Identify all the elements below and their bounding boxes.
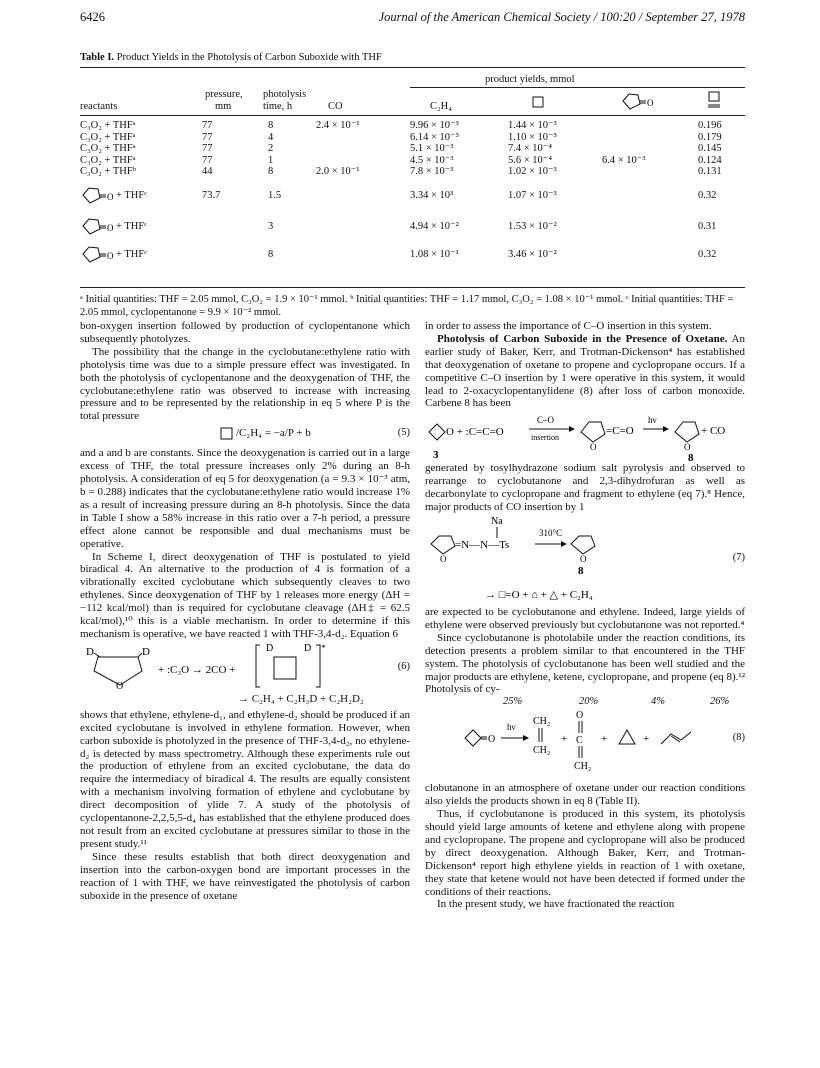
product-yields-table: [80, 67, 745, 288]
table-cell-cb: 7.4 × 10⁻⁴: [508, 143, 552, 154]
table-row: [80, 221, 745, 235]
table-cell-cp: 6.4 × 10⁻³: [602, 154, 646, 166]
table-cell-cb: 3.46 × 10⁻²: [508, 249, 557, 260]
percent-label: 4%: [651, 696, 665, 708]
table-cell-co: 2.0 × 10⁻¹: [316, 166, 360, 177]
table-cell-co: 2.4 × 10⁻¹: [316, 120, 360, 131]
svg-text:O: O: [107, 192, 114, 202]
table-cell-cb: 1.07 × 10⁻³: [508, 190, 557, 201]
section-paragraph: [425, 333, 745, 410]
sodium-label: Na: [491, 515, 503, 527]
equation-6-products: → C₂H₄ + C₂H₃D + C₂H₂D₂: [238, 692, 364, 705]
table-cell-c2h4: 4.94 × 10⁻²: [410, 221, 459, 232]
co-insertion-reactants: O + :C=C=O: [446, 426, 504, 439]
table-cell-cpr: 0.196: [698, 120, 722, 131]
hv-label: hν: [507, 722, 516, 733]
table-cell-time: 4: [268, 131, 274, 143]
table-cell-reactants: C₃O₂ + THFᵇ: [80, 166, 136, 177]
table-rule-top: [80, 67, 745, 68]
equation-6-number: (6): [397, 660, 410, 672]
table-rule-bottom: [80, 287, 745, 288]
percent-label: 26%: [710, 696, 730, 708]
equation-8-number: (8): [732, 732, 745, 744]
equation-8-scheme: [425, 710, 725, 782]
header-time-1: photolysis: [263, 89, 307, 100]
equation-5-number: (5): [397, 427, 410, 439]
table-cell-c2h4: 7.8 × 10⁻³: [410, 166, 454, 177]
oxygen-label: O: [116, 680, 124, 691]
methylene-label: CH₂: [574, 761, 592, 773]
journal-citation: Journal of the American Chemical Society / 100:20 / September 27, 1978: [378, 10, 745, 24]
table-row: [80, 249, 745, 263]
left-column: [80, 320, 410, 902]
paragraph: clobutanone in an atmosphere of oxetane under our reaction conditions also yields the products shown in eq 8 (Table II).: [425, 782, 745, 808]
header-c2h4: C₂H₄: [430, 101, 452, 112]
paragraph: Since cyclobutanone is photolabile under the reaction conditions, its detection presents a problem similar to that encountered in the THF system. The photolysis of cyclobutanone has been well studied and the major products are ethylene, ketene, cyclopropane, and propene (eq 8).¹² Photolysis of cy-: [425, 631, 745, 696]
svg-text:+: +: [643, 733, 650, 746]
table-cell-cpr: 0.179: [698, 131, 722, 143]
table-footnote: ᵃ Initial quantities: THF = 2.05 mmol, C₃O₂ = 1.9 × 10⁻¹ mmol. ᵇ Initial quantities: THF = 1.17 mmol, C₃O₂ = 1.08 × 10⁻¹ mmol. ᶜ Initial quantities: THF = 2.05 mmol, cyclopentanone = 9.9 × 10⁻² mmol.: [80, 294, 734, 318]
svg-text:+: +: [561, 733, 568, 746]
cyclopropane-icon: [707, 91, 723, 111]
paragraph: and a and b are constants. Since the deoxygenation is carried out in a large excess of THF, the total pressure increases only 2% during an 8-h photolysis. A consideration of eq 5 for deoxygenation (a = 9.3 × 10⁻³ atm, b = 0.288) indicates that the cyclobutane:ethylene ratio would increase 1% as a result of increasing pressure during an 8-h photolysis. Since the data in Table I show a 58% increase in this ratio over a 7-h period, a pressure effect alone cannot be responsible and dual mechanisms must be operative.: [80, 447, 410, 550]
deuterium-label: D: [86, 645, 94, 658]
paragraph: Since these results establish that both direct deoxygenation and insertion into the carbon-oxygen bond are important processes in the reaction of 1 with THF, we have reinvestigated the photolysis of carbon suboxide in the presence of oxetane: [80, 850, 410, 902]
equation-8: [425, 696, 745, 782]
table-cell-time: 8: [268, 249, 274, 260]
paragraph: bon-oxygen insertion followed by production of cyclopentanone which subsequently photolyzes.: [80, 320, 410, 345]
table-caption-text: Product Yields in the Photolysis of Carbon Suboxide with THF: [116, 52, 382, 63]
cyclopentanone-icon: [80, 186, 116, 206]
table-cell-time: 8: [268, 120, 274, 131]
temperature-label: 310°C: [539, 527, 563, 538]
table-caption: [80, 52, 382, 63]
svg-text:+: +: [601, 733, 608, 746]
cyclopentanone-icon: [620, 92, 656, 114]
paragraph: The possibility that the change in the cyclobutane:ethylene ratio with photolysis time was due to a simple pressure effect was investigated. In both the photolysis of cyclopentanone and the deoxygenation of THF, the cyclobutane:ethylene ratio was observed to increase with increasing pressure and to be represented by the relationship in eq 5 where P is the total pressure: [80, 345, 410, 423]
table-row: [80, 166, 745, 180]
table-cell-cb: 5.6 × 10⁻⁴: [508, 154, 552, 166]
table-cell-reactants: C₃O₂ + THFᵃ: [80, 143, 136, 154]
table-cell-reactants: + THFᶜ: [116, 249, 147, 260]
equation-7: [425, 514, 745, 606]
table-cell-cb: 1.53 × 10⁻²: [508, 221, 557, 232]
equation-5: [80, 423, 410, 447]
co-insertion-bottom: insertion: [531, 433, 559, 443]
carbon-label: C: [576, 735, 583, 747]
svg-text:O: O: [580, 553, 587, 564]
oxygen-label: O: [488, 734, 496, 746]
excited-star: *: [321, 642, 326, 653]
table-cell-time: 8: [268, 166, 274, 177]
equation-5-text: /C₂H₄ = −a/P + b: [236, 427, 311, 440]
equation-7-scheme: [425, 514, 745, 606]
spanner-product-yields: product yields, mmol: [485, 74, 575, 85]
table-rule-header: [80, 115, 745, 116]
paragraph: Thus, if cyclobutanone is produced in this system, its photolysis should yield large amounts of ketene and ethylene along with propene and cyclopropane. The propene and cyclopropane will also be produced by direct deoxygenation. Although Baker, Kerr, and Trotman-Dickenson⁴ report high ethylene yields in reaction of 1 with oxetane, they state that ketene would not have been detected if formed under the conditions of their reactions.: [425, 808, 745, 898]
table-cell-time: 2: [268, 143, 274, 154]
table-cell-cpr: 0.145: [698, 143, 722, 154]
right-column: [425, 320, 745, 911]
table-cell-reactants: + THFᶜ: [116, 221, 147, 232]
compound-label-8: 8: [688, 452, 694, 463]
deuterium-label: D: [304, 642, 312, 654]
page-number: 6426: [80, 10, 105, 24]
hv-label: hν: [648, 415, 657, 426]
table-cell-pressure: 77: [202, 154, 213, 166]
table-cell-time: 1.5: [268, 190, 282, 201]
svg-text:O: O: [107, 223, 114, 233]
cyclopentanone-icon: [80, 245, 116, 265]
table-cell-cb: 1.02 × 10⁻³: [508, 166, 557, 177]
tosylhydrazone-chain: =N—N—Ts: [455, 538, 510, 551]
table-cell-reactants: C₃O₂ + THFᵃ: [80, 131, 136, 143]
paragraph: shows that ethylene, ethylene-d₁, and ethylene-d₂ should be produced if an excited cyclobutane is involved in ethylene formation. However, when carbon suboxide is photolyzed in the presence of THF-3,4-d₂, no ethylene-d₂ is detected by mass spectrometry. Although these experiments rule out the production of ethylene from an excited cyclobutane, the data do require the intermediacy of biradical 4. The results are equally consistent with a mechanism involving formation of ethylene and cyclobutane by direct decomposition of ylide 7. A study of the photolysis of cyclopentanone-2,2,5,5-d₄ has established that the ethylene produced does not result from an excited cyclobutane at pressures similar to those in the present study.¹¹: [80, 708, 410, 850]
svg-text:O: O: [684, 442, 691, 453]
table-cell-cpr: 0.131: [698, 166, 722, 177]
paragraph: In Scheme I, direct deoxygenation of THF is postulated to yield biradical 4. An alternative to the production of 4 is formation of a vibrationally excited cyclobutane which subsequently cleaves to two ethylenes. Since deoxygenation of THF by 1 releases more energy (ΔH = −112 kcal/mol) than is required for cyclobutane cleavage (ΔH‡ = 62.5 kcal/mol),¹⁰ this is a viable mechanism. In order to determine if this mechanism is operative, we have reacted 1 with THF-3,4-d₂. Equation 6: [80, 550, 410, 640]
table-cell-cb: 1.44 × 10⁻³: [508, 120, 557, 131]
deuterium-label: D: [266, 642, 274, 654]
table-cell-time: 3: [268, 221, 274, 232]
methylene-label: CH₂: [533, 716, 551, 728]
equation-7-number: (7): [732, 551, 745, 563]
table-cell-pressure: 77: [202, 143, 213, 154]
paragraph-text: An earlier study of Baker, Kerr, and Trotman-Dickenson⁴ has established that deoxygenation of oxetane to propene and cyclopropane occurs. If a competitive C–O insertion by 1 were operative in this system, it would lead to 2-oxacyclopentanylidene (8) after loss of carbon monoxide. Carbene 8 has been: [425, 332, 745, 410]
paragraph: are expected to be cyclobutanone and ethylene. Indeed, large yields of ethylene were observed previously but cyclobutanone was not reported.⁴: [425, 605, 745, 631]
oxygen-label: O: [576, 710, 584, 722]
cyclobutane-icon: [532, 96, 544, 109]
spanner-rule: [410, 87, 745, 88]
equation-6-scheme: [80, 643, 340, 691]
table-caption-label: Table I.: [80, 52, 115, 63]
co-insertion-top: C–O: [537, 415, 555, 426]
equation-6: [80, 641, 410, 709]
paragraph: In the present study, we have fractionated the reaction: [437, 898, 675, 911]
table-cell-cpr: 0.32: [698, 249, 717, 260]
table-cell-c2h4: 5.1 × 10⁻³: [410, 143, 454, 154]
equation-co-insertion: [425, 410, 745, 462]
svg-text:=C=O: =C=O: [606, 425, 634, 438]
paragraph: in order to assess the importance of C–O insertion in this system.: [425, 320, 712, 332]
table-cell-reactants: + THFᶜ: [116, 190, 147, 201]
header-co: CO: [328, 101, 343, 112]
header-reactants: reactants: [80, 101, 118, 112]
table-cell-time: 1: [268, 154, 274, 166]
co-insertion-plus-co: + CO: [701, 425, 726, 438]
table-cell-reactants: C₃O₂ + THFᵃ: [80, 120, 136, 131]
compound-label-8: 8: [578, 564, 584, 577]
table-row: [80, 190, 745, 204]
header-pressure-2: mm: [215, 101, 232, 112]
equation-6-reagents: + :C₃O → 2CO +: [158, 663, 236, 676]
svg-text:O: O: [440, 553, 447, 564]
svg-text:O: O: [107, 251, 114, 261]
table-cell-cpr: 0.32: [698, 190, 717, 201]
svg-text:O: O: [647, 98, 654, 108]
table-cell-cb: 1.10 × 10⁻³: [508, 131, 557, 143]
cyclobutane-icon: [220, 427, 234, 441]
running-header: [80, 10, 745, 28]
table-cell-c2h4: 3.34 × 10³: [410, 190, 454, 201]
table-cell-reactants: C₃O₂ + THFᵃ: [80, 154, 136, 166]
table-cell-cpr: 0.124: [698, 154, 722, 166]
percent-label: 25%: [503, 696, 523, 708]
header-time-2: time, h: [263, 101, 293, 112]
compound-label-3: 3: [433, 449, 439, 462]
table-cell-cpr: 0.31: [698, 221, 717, 232]
table-cell-c2h4: 9.96 × 10⁻³: [410, 120, 459, 131]
table-cell-pressure: 73.7: [202, 190, 221, 201]
header-pressure-1: pressure,: [205, 89, 243, 100]
deuterium-label: D: [142, 645, 150, 658]
table-cell-pressure: 77: [202, 120, 213, 131]
cyclopentanone-icon: [80, 217, 116, 237]
table-cell-c2h4: 1.08 × 10⁻¹: [410, 249, 459, 260]
table-cell-c2h4: 4.5 × 10⁻³: [410, 154, 454, 166]
section-heading: Photolysis of Carbon Suboxide in the Presence of Oxetane.: [437, 332, 728, 345]
percent-label: 20%: [579, 696, 599, 708]
table-cell-c2h4: 6.14 × 10⁻³: [410, 131, 459, 143]
methylene-label: CH₂: [533, 745, 551, 757]
co-insertion-scheme: [425, 412, 745, 462]
paragraph: generated by tosylhydrazone sodium salt pyrolysis and observed to rearrange to cyclobutanone and 2,3-dihydrofuran as well as decarbonylate to cyclopropane and fragment to ethylene (eq 7).⁸ Hence, major products of CO insertion by 1: [425, 462, 745, 514]
table-cell-pressure: 44: [202, 166, 213, 177]
equation-7-products: → □=O + ⌂ + △ + C₂H₄: [485, 588, 593, 601]
svg-text:O: O: [590, 442, 597, 453]
table-cell-pressure: 77: [202, 131, 213, 143]
